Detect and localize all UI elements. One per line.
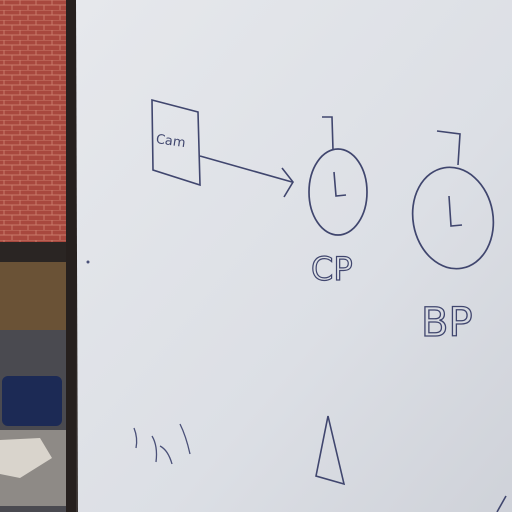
- cam-label: Cam: [154, 132, 187, 152]
- ink-dot: [87, 261, 90, 264]
- whiteboard-edge: [66, 0, 78, 512]
- blue-chair: [2, 376, 62, 426]
- brick-wall: [0, 0, 74, 250]
- node-2-label: BP: [421, 300, 473, 346]
- window-background: [0, 0, 74, 512]
- node-1-label: CP: [311, 250, 353, 288]
- window-frame: [0, 242, 74, 264]
- whiteboard-surface: [76, 0, 512, 512]
- wooden-wall: [0, 262, 74, 332]
